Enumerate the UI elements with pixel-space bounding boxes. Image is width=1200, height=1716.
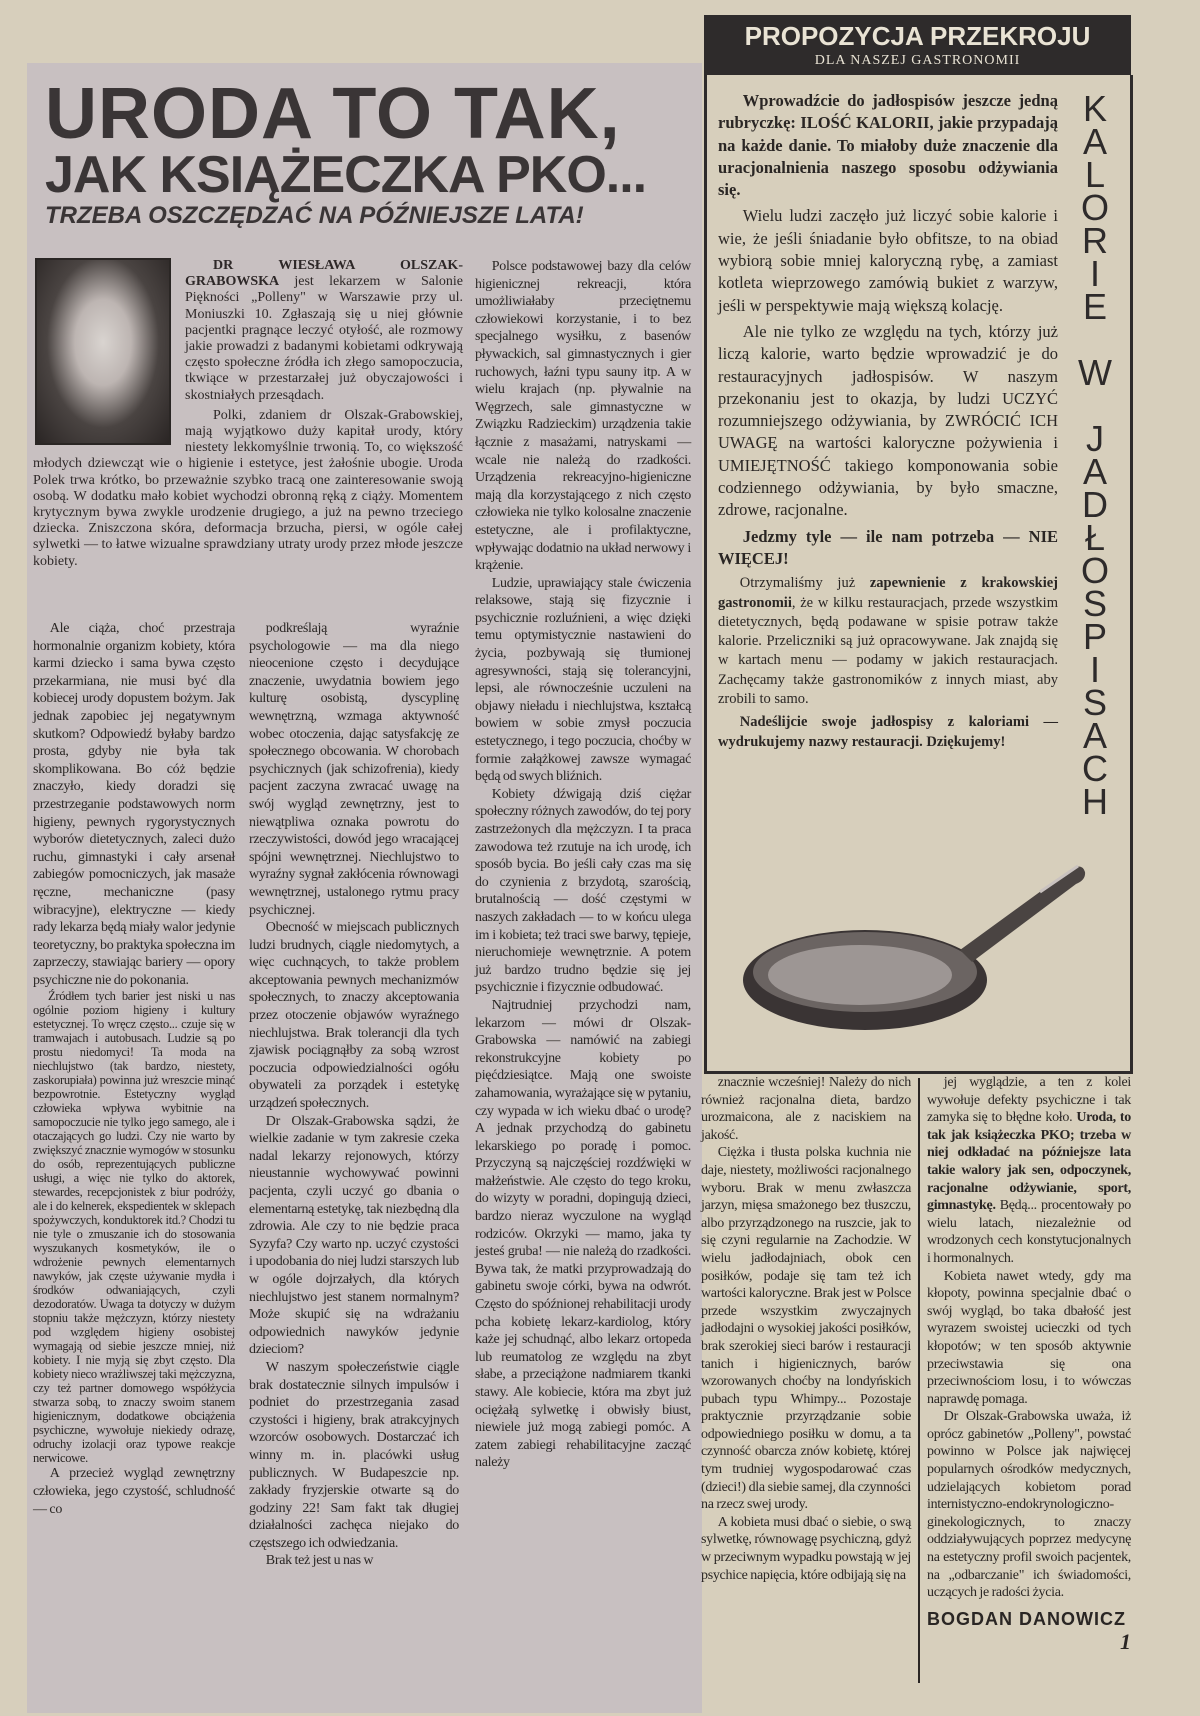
vertical-title-letter: O	[1080, 187, 1109, 228]
text: jej wyglądzie, a ten z kolei wywołuje defekty psychiczne i tak zamyka się to błędne koło.	[927, 1075, 1131, 1126]
text: W naszym społeczeństwie ciągle brak dostatecznie silnych impulsów i podniet do przestrzegania zasad czystości i higieny, brak atrakcyjnych wzorców osobowych. Dostarczać ich winny m. in. placówki usług publicznych. W Budapeszcie np. zakłady fryzjerskie otwarte są do godziny 22! Sam fakt tak długiej działalności zachęca niejako do częstszego ich odwiedzania.	[249, 1359, 459, 1551]
sidebar-text	[718, 90, 1058, 756]
vertical-title-letter: I	[1089, 253, 1100, 294]
article-column-5-wrapper	[927, 1074, 1131, 1654]
text: Ludzie, uprawiający stale ćwiczenia relaksowe, stają się fizycznie i psychicznie rozluźnieni, a więc dzięki temu optymistycznie nastawieni do życia, pozbywają się tłumionej agresywności, stają się tolerancyjni, lepsi, ale równocześnie uczuleni na objawy nieładu i niechlujstwa, kształcą bowiem w sobie zmysł poczucia estetycznego, i tego poczucia, choćby w formie załążkowej zawsze wymagać będą od swych bliźnich.	[475, 575, 691, 785]
text: Brak też jest u nas w	[265, 1553, 374, 1569]
text: Będą... procentowały po wielu latach, niezależnie od wrodzonych cech konstytucjonalnych i hormonalnych.	[927, 1198, 1131, 1266]
article-column-4	[701, 1074, 911, 1584]
bold-text: zapewnienie z krakowskiej gastronomii	[718, 575, 1059, 611]
text: Wielu ludzi zaczęło już liczyć sobie kalorie i wie, że jeśli śniadanie było obfitsze, to na obiad wybiorą sobie mniej kaloryczną rybę, a zamiast kotleta wieprzowego zamówią bukiet z warzyw, jeśli w perspektywie mają większą kolację.	[718, 206, 1058, 315]
vertical-title-letter: A	[1082, 121, 1107, 162]
text: A przecież wygląd zewnętrzny człowieka, jego czystość, schludność — co	[33, 1466, 235, 1517]
article-column-5	[927, 1074, 1131, 1602]
vertical-title-letter: E	[1082, 286, 1107, 327]
headline-line-2: JAK KSIĄŻECZKA PKO...	[45, 146, 647, 204]
headline-line-1: URODA TO TAK,	[45, 74, 621, 154]
bold-text: Uroda, to tak jak książeczka PKO; trzeba w niej odkładać na późniejsze lata takie walory jak sen, odpoczynek, racjonalne odżywianie, sport, gimnastykę.	[927, 1110, 1131, 1214]
headline-subtitle: TRZEBA OSZCZĘDZAĆ NA PÓŹNIEJSZE LATA!	[45, 202, 584, 229]
text: Polki, zdaniem dr Olszak-Grabowskiej, mają wyjątkowo duży kapitał urody, który niestety lekkomyślnie trwonią. To, co większość młodych dziewcząt wie o higienie i estetyce, jest żałośnie ubogie. Uroda Polek trwa krótko, bo przeważnie szybko tracą one zainteresowanie swoją osobą. W dodatku mało kobiet wychodzi obronną ręką z ciąży. Momentem krytycznym bywa zwykle urodzenie drugiego, a już na pewno trzeciego dziecka. Zniszczona skóra, deformacja brzucha, piersi, w ogóle całej sylwetki — to łatwe wizualne sprawdziany utraty urody przez młode jeszcze kobiety.	[33, 407, 463, 569]
column-divider	[918, 1078, 920, 1683]
sidebar-header	[704, 15, 1131, 75]
paragraph	[927, 1408, 1131, 1602]
bold-text: Wprowadźcie do jadłospisów jeszcze jedną rubryczkę: ILOŚĆ KALORII, jakie przypadają na każde danie. To miałoby duże znaczenie dla uracjonalnienia naszego sposobu odżywiania się.	[718, 91, 1058, 200]
article-column-1	[33, 620, 235, 1518]
vertical-title-letter: C	[1082, 748, 1108, 789]
paragraph	[475, 997, 691, 1472]
author-signature: BOGDAN DANOWICZ	[927, 1608, 1126, 1629]
paragraph	[718, 574, 1058, 709]
paragraph	[249, 1359, 459, 1553]
text: Najtrudniej przychodzi nam, lekarzom — mówi dr Olszak-Grabowska — namówić na zabiegi rekonstrukcyjne kobiety po pięćdziesiątce. Mają one swoiste zahamowania, wyrażające się w pytaniu, czy wypada w ich wieku dbać o urodę? A jednak przychodzą do gabinetu lekarskiego po poradę i pomoc. Przyczyną są najczęściej rozdźwięki w małżeństwie. Ale często do tego kroku, do wizyty w poradni, dopingują dzieci, bardzo nieraz wyczulone na wygląd rodziców. Okrzyki — mamo, jaka ty jesteś gruba! — nie należą do rzadkości. Bywa tak, że matki przyprowadzają do gabinetu swoje córki, bywa na odwrót. Często do spóźnionej rehabilitacji urody pcha kobietę lekarz-kardiolog, który każe jej schudnąć, albo lekarz ortopeda lub reumatolog ze względu na zbyt słabe, a przeciążone nadmiarem tkanki stawy. Ale kobiecie, która ma zbyt już ociężałą sylwetkę i obwisły biust, niewiele już mogą zabiegi pomóc. A zatem zabiegi rehabilitacyjne zacząć należy	[475, 997, 691, 1471]
text: A kobieta musi dbać o siebie, o swą sylwetkę, równowagę psychiczną, gdyż w przeciwnym wypadku powstają w jej psychice napięcia, które odbijają się na	[701, 1514, 911, 1583]
paragraph	[249, 1113, 459, 1359]
text: jest lekarzem w Salonie Piękności „Polleny" w Warszawie przy ul. Moniuszki 10. Zgłaszają się u niej głównie pacjentki pragnące leczyć otyłość, ale rozmowy jakie prowadzi z badanymi kobietami odkrywają często społeczne źródła ich złego samopoczucia, tkwiące w przestarzałej już obyczajowości i skostniałych przesądach.	[185, 274, 463, 403]
text: Ale nie tylko ze względu na tych, którzy już liczą kalorie, warto będzie wprowadzić je do restauracyjnych jadłospisów. W naszym przekonaniu jest to okazja, by ludzi UCZYĆ rozumniejszego odżywiania, by ZWRÓCIĆ ICH UWAGĘ na wartości kaloryczne pożywienia i UMIEJĘTNOŚĆ takiego komponowania sobie codziennego odżywiania, by było smaczne, zdrowe, racjonalne.	[718, 321, 1058, 520]
vertical-title-letter: K	[1082, 88, 1107, 129]
paragraph	[33, 620, 235, 989]
vertical-title-letter: H	[1082, 781, 1108, 822]
vertical-title-letter: S	[1082, 583, 1107, 624]
vertical-title-letter: I	[1089, 649, 1100, 690]
paragraph	[33, 989, 235, 1465]
paragraph	[701, 1074, 911, 1144]
text: Polsce podstawowej bazy dla celów higienicznej rekreacji, która umożliwiałaby przeciętnemu człowiekowi korzystanie, i to bez specjalnego wysiłku, z basenów pływackich, sal gimnastycznych i gier ruchowych, łaźni typu sauny itp. A w wielu krajach (np. pływalnie na Węgrzech, sale gimnastyczne w Związku Radzieckim) urządzenia takie łącznie z masażami, natryskami — wcale nie należą do rzadkości. Urządzenia rekreacyjno-higieniczne mają dla korzystającego z nich często człowieka nie tylko kolosalne znaczenie estetyczne, ale i profilaktyczne, wpływając dodatnio na układ nerwowy i krążenie.	[475, 259, 691, 574]
article-column-3	[475, 258, 691, 1472]
vertical-title-letter: J	[1086, 418, 1104, 459]
paragraph	[701, 1514, 911, 1584]
vertical-title-letter: A	[1082, 451, 1107, 492]
sidebar-vertical-title	[1072, 88, 1118, 822]
bold-text: DR WIESŁAWA OLSZAK-GRABOWSKA	[185, 258, 463, 290]
paragraph	[718, 321, 1058, 522]
vertical-title-letter: Ł	[1084, 517, 1106, 558]
bold-text: Jedzmy tyle — ile nam potrzeba — NIE WIĘCEJ!	[718, 526, 1058, 568]
text: Ale ciąża, choć przestraja hormonalnie organizm kobiety, która karmi dziecko i sama bywa często przekarmiana, nie musi być dla kobiecej urody dopustem bożym. Jak jednak zapobiec jej negatywnym skutkom? Odpowiedź byłaby bardzo prosta, gdyby nie była tak skomplikowana. Bo cóż będzie znaczyło, kiedy doradzi się przestrzeganie podstawowych norm higieny, pewnych rygorystycznych wyborów dietetycznych, zaleci dużo ruchu, gimnastyki i cały arsenał zabiegów pomocniczych, jak masaże ręczne, mechaniczne (pasy wibracyjne), elektryczne — kiedy rady lekarza będą miały walor jedynie teoretyczny, bo praktyka społeczna im zaprzeczy, stawiając bariery — opory psychiczne nie do pokonania.	[33, 621, 235, 988]
frying-pan-illustration	[740, 850, 1090, 1050]
paragraph	[718, 713, 1058, 752]
text: Otrzymaliśmy już	[739, 575, 870, 592]
page-number: 1	[1120, 1628, 1131, 1654]
text: podkreślają wyraźnie psychologowie — ma dla niego nieocenione często i decydujące znaczenie, uwydatnia bowiem jego kulturę osobistą, dyscyplinę wewnętrzną, wzmaga aktywność wobec otoczenia, dając satysfakcję ze społecznego obcowania. W chorobach psychicznych (jak schizofrenia), kiedy pacjent zaczyna zwracać uwagę na swój wygląd zewnętrzny, jest to niewątpliwa oznaka powrotu do rzeczywistości, dowód jego wracającej spójni wewnętrznej. Niechlujstwo to wyraźny sygnał zakłócenia równowagi wewnętrznej, ustalonego rytmu pracy psychicznej.	[249, 621, 459, 918]
paragraph	[927, 1074, 1131, 1268]
bold-text: Nadeślijcie swoje jadłospisy z kaloriami — wydrukujemy nazwy restauracji. Dziękujemy!	[718, 714, 1058, 750]
paragraph	[33, 1465, 235, 1518]
paragraph	[718, 526, 1058, 571]
vertical-title-letter: A	[1082, 715, 1107, 756]
text: , że w kilku restauracjach, przede wszystkim dietetycznych, będą podawane w spisie potraw także kalorie. Przeliczniki są już opracowywane. Jak znajdą się w kartach menu — podamy w jakich restauracjach. Zachęcamy także gastronomików z innych miast, aby zrobili to samo.	[718, 594, 1058, 708]
vertical-title-letter: O	[1080, 550, 1109, 591]
paragraph	[701, 1144, 911, 1513]
sidebar-title: PROPOZYCJA PRZEKROJU	[744, 21, 1091, 51]
sidebar-subtitle: DLA NASZEJ GASTRONOMII	[814, 53, 1021, 68]
paragraph	[927, 1268, 1131, 1409]
text: Ciężka i tłusta polska kuchnia nie daje, niestety, możliwości racjonalnego wyboru. Brak w menu zwłaszcza jarzyn, mięsa smażonego bez tłuszczu, albo przyrządzonego na ruszcie, jak to się czyni regularnie na Zachodzie. W wielu jadłodajniach, obok cen posiłków, podaje się tam też ich wartości kaloryczne. Brak jest w Polsce przede wszystkim zwyczajnych jadłodajni o wysokiej jakości posiłków, brak szerokiej sieci barów i restauracji tanich i higienicznych, barów wzorowanych choćby na londyńskich pubach typu Whimpy... Pozostaje praktycznie przyrządzanie sobie odpowiedniego posiłku w domu, a ta czynność obarcza znów kobietę, której tym trudniej wygospodarować czas (dzieci!) dla siebie samej, dla czynności na rzecz swej urody.	[701, 1145, 911, 1513]
paragraph	[249, 620, 459, 919]
text: znacznie wcześniej! Należy do nich również racjonalna dieta, bardzo urozmaicona, ale z naciskiem na jakość.	[701, 1075, 911, 1143]
vertical-title-letter: L	[1084, 154, 1106, 195]
text: Źródłem tych barier jest niski u nas ogólnie poziom higieny i kultury estetycznej. To wręcz często... czuje się w tramwajach i autobusach. Ludzie są po prostu niedomyci! Ta moda na niechlujstwo (tak bardzo, niestety, zaskorupiała) powinna już wreszcie minąć bezpowrotnie. Estetyczny wygląd człowieka wpływa wybitnie na samopoczucie nie tylko jego samego, ale i otaczających go ludzi. Czy nie warto by zwiększyć znacznie wymogów w stosunku do osób, reprezentujących publiczne usługi, a więc nie tylko do aktorek, stewardes, recepcjonistek z biur podróży, ale i do kelnerek, ekspedientek w sklepach spożywczych, konduktorek itd.? Chodzi tu nie tyle o zmuszanie ich do stosowania wyszukanych kosmetyków, ile o wdrożenie pewnych elementarnych nawyków, jak częste używanie mydła i środków odwaniających, czyli dezodoratów. Uwaga ta dotyczy w dużym stopniu także mężczyzn, którzy niestety pod względem higieny osobistej wymagają od siebie jeszcze mniej, niż kobiety. I nie myją się zbyt często. Dla kobiety nieco wrażliwszej taki mężczyzna, czy też partner domowego współżycia stwarza sobą, to znaczy swoim stanem higienicznym, dodatkowe obciążenia psychiczne, wywołuje niekiedy odrazę, odruchy izolacji oraz typowe reakcje nerwicowe.	[33, 989, 235, 1466]
text: Obecność w miejscach publicznych ludzi brudnych, ciągle niedomytych, a więc cuchnących, to także problem akceptowania pewnych mechanizmów społecznych, to znaczy akceptowania przez otoczenie objawów wyraźnego niechlujstwa. Brak tolerancji dla tych zjawisk pociągnąłby za sobą wzrost poczucia odpowiedzialności ogółu obywateli za porządek i estetykę urządzeń społecznych.	[249, 920, 459, 1112]
vertical-title-letter: R	[1082, 220, 1108, 261]
text: Dr Olszak-Grabowska sądzi, że wielkie zadanie w tym zakresie czeka nadal lekarzy rejonowych, którzy nieustannie wychowywać powinni pacjenta, czyli uczyć go dbania o elementarną estetykę, tak niezbędną dla zdrowia. Ale czy to nie będzie praca Syzyfa? Czy warto np. uczyć czystości i upodobania do niej ludzi starszych lub w ogóle dojrzałych, dla których niechlujstwo jest stanem normalnym? Może skupić się na wdrażaniu odpowiednich nawyków jedynie dzieciom?	[249, 1113, 459, 1358]
author-portrait-photo	[35, 258, 171, 445]
paragraph	[718, 205, 1058, 316]
text: Kobiety dźwigają dziś ciężar społeczny różnych zawodów, do tej pory zastrzeżonych dla mężczyzn. I ta praca zawodowa też rzutuje na ich urodę, ich sposób bycia. Bo jeśli cały czas ma się do czynienia z brzydotą, szarością, brutalnością — dość częstymi w naszych zakładach — to w końcu ulega im i kobieta; też traci swe barwy, tępieje, nieruchomieje wewnętrznie. A potem już bardzo trudno będzie się jej psychicznie i fizycznie odbudować.	[475, 786, 691, 996]
text: Dr Olszak-Grabowska uważa, iż oprócz gabinetów „Polleny", powstać powinno w Polsce jak najwięcej popularnych ośrodków medycznych, udzielających kobietom porad internistyczno-endokrynologiczno-ginekologicznych, to znaczy oddziaływujących poprzez medycynę na estetyczny profil swoich pacjentek, na „odbarczanie" ich świadomości, uczących je radości życia.	[927, 1409, 1131, 1601]
article-intro	[33, 258, 463, 574]
text: Kobieta nawet wtedy, gdy ma kłopoty, powinna specjalnie dbać o swój wygląd, bo taka dbałość jest wyrazem swoistej ucieczki od tych kłopotów; w ten sposób aktywnie przeciwstawia się ona przeciwnościom losu, i to wówczas naprawdę pomaga.	[927, 1268, 1131, 1407]
vertical-title-letter: S	[1082, 682, 1107, 723]
vertical-title-letter: W	[1078, 352, 1112, 393]
vertical-title-letter: P	[1082, 616, 1107, 657]
paragraph	[475, 786, 691, 997]
paragraph	[475, 258, 691, 575]
article-column-2	[249, 620, 459, 1570]
paragraph	[249, 919, 459, 1113]
paragraph	[475, 575, 691, 786]
vertical-title-letter: D	[1082, 484, 1108, 525]
paragraph	[718, 90, 1058, 201]
paragraph	[249, 1552, 459, 1570]
